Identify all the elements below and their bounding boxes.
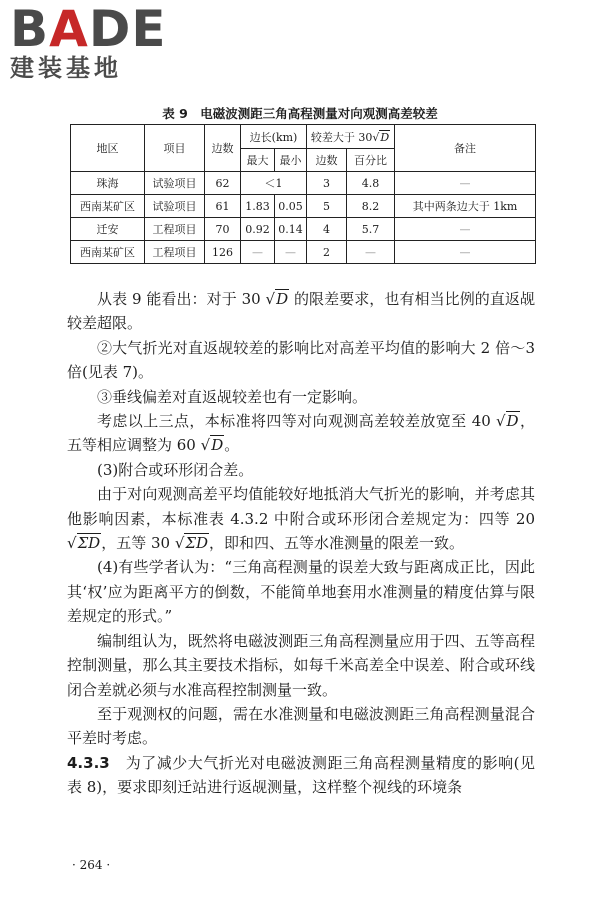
sqrt-symbol: √D: [200, 436, 224, 455]
header-diff-exceed: 较差大于 30√D: [307, 125, 395, 149]
section-number: 4.3.3: [67, 753, 110, 772]
sqrt-symbol: √ΣD: [174, 534, 209, 553]
sqrt-symbol: √ΣD: [67, 534, 101, 553]
paragraph: ②大气折光对直返觇较差的影响比对高差平均值的影响大 2 倍～3 倍(见表 7)。: [67, 338, 535, 382]
header-region: 地区: [71, 125, 145, 172]
logo: [10, 0, 167, 82]
header-sides: 边数: [205, 125, 241, 172]
paragraph: 从表 9 能看出：对于 30 √D 的限差要求，也有相当比例的直返觇较差超限。: [67, 290, 535, 333]
header-max: 最大: [241, 149, 275, 172]
table-row: 西南某矿区 试验项目 61 1.83 0.05 5 8.2 其中两条边大于 1km: [71, 195, 536, 218]
table-header-row: [71, 125, 536, 149]
sqrt-symbol: √D: [495, 412, 519, 431]
logo-accent-letter: A: [49, 0, 89, 58]
paragraph: 考虑以上三点，本标准将四等对向观测高差较差放宽至 40 √D，五等相应调整为 60 √D。: [67, 412, 535, 455]
logo-subtitle: 建装基地: [10, 54, 122, 82]
paragraph: 编制组认为，既然将电磁波测距三角高程测量应用于四、五等高程控制测量，那么其主要技术指标，如每千米高差全中误差、附合或环线闭合差就必须与水准高程控制测量一致。: [67, 631, 535, 699]
data-table: [70, 124, 536, 264]
table-caption: 表 9 电磁波测距三角高程测量对向观测高差较差: [162, 106, 438, 121]
header-item: 项目: [145, 125, 205, 172]
paragraph: (3)附合或环形闭合差。: [97, 460, 254, 479]
page-number: · 264 ·: [72, 858, 111, 872]
sqrt-symbol: √D: [372, 130, 390, 144]
logo-wordmark: BADE: [10, 0, 167, 58]
header-min: 最小: [275, 149, 307, 172]
header-remark: 备注: [395, 125, 536, 172]
header-percent: 百分比: [347, 149, 395, 172]
table-row: 西南某矿区 工程项目 126 — — 2 — —: [71, 241, 536, 264]
paragraph: 由于对向观测高差平均值能较好地抵消大气折光的影响，并考虑其他影响因素，本标准表 4.3.2 中附合或环形闭合差规定为：四等 20 √ΣD，五等 30 √ΣD，即和四、五等水准测量的限差一致。: [67, 485, 535, 553]
table-row: 珠海 试验项目 62 ＜1 3 4.8 —: [71, 172, 536, 195]
sqrt-symbol: √D: [265, 290, 289, 308]
paragraph: ③垂线偏差对直返觇较差也有一定影响。: [97, 387, 368, 406]
header-count: 边数: [307, 149, 347, 172]
body-text: [67, 287, 535, 800]
paragraph: (4)有些学者认为：“三角高程测量的误差大致与距离成正比，因此其‘权’应为距离平方的倒数，不能简单地套用水准测量的精度估算与限差规定的形式。”: [67, 558, 535, 626]
paragraph: 4.3.3 为了减少大气折光对电磁波测距三角高程测量精度的影响(见表 8)，要求即刻迁站进行返觇测量，这样整个视线的环境条: [67, 753, 535, 797]
header-side-length: 边长(km): [241, 125, 307, 149]
paragraph: 至于观测权的问题，需在水准测量和电磁波测距三角高程测量混合平差时考虑。: [67, 704, 535, 748]
table-row: 迁安 工程项目 70 0.92 0.14 4 5.7 —: [71, 218, 536, 241]
